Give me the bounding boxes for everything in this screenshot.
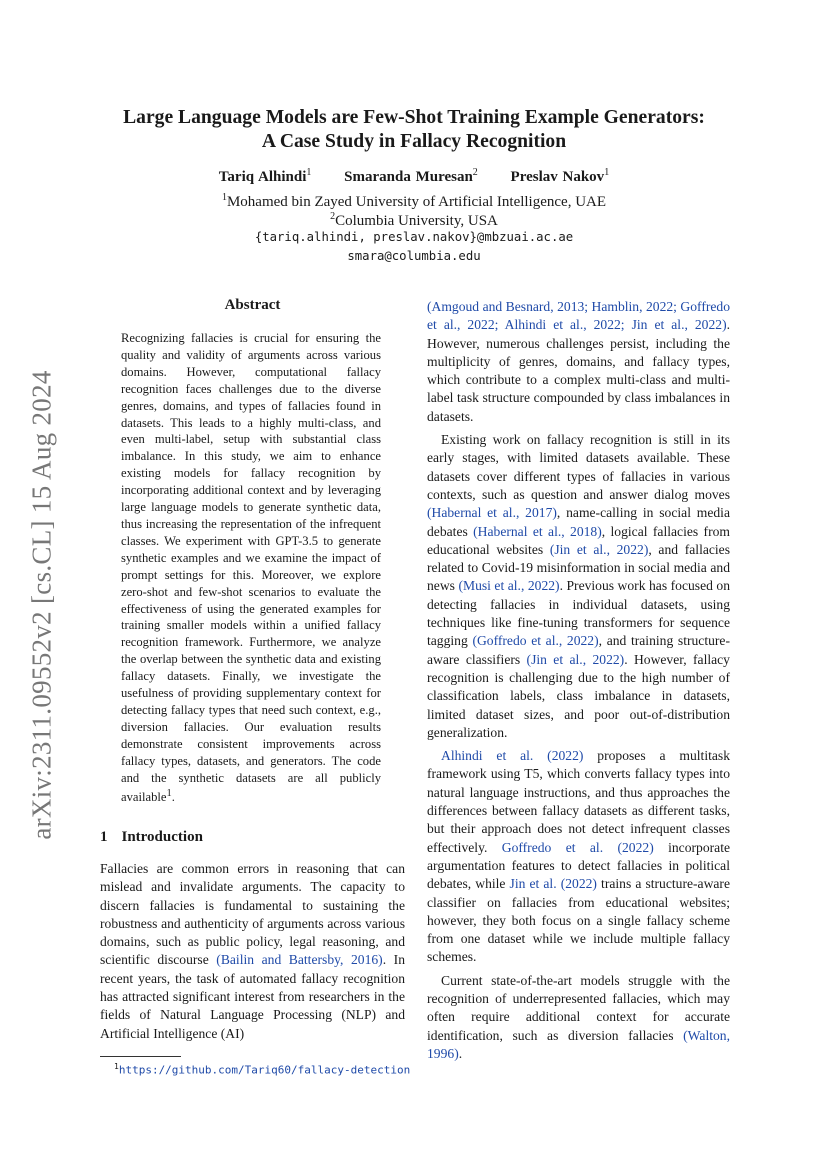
citation-link[interactable]: Jin et al. (2022) — [509, 876, 597, 892]
right-column — [427, 298, 730, 1063]
author-3: Preslav Nakov$^1$ — [510, 167, 610, 185]
arxiv-stamp — [22, 360, 62, 850]
intro-paragraph-1: Fallacies are common errors in reasoning that can mislead and invalidate arguments. The capacity to discern fallacies is fundamental to sustaining the robustness and authenticity of arguments across various domains, such as public policy, legal reasoning, and scientific discourse (Bailin and Battersby, 2016). In recent years, the task of automated fallacy recognition has attracted significant interest from researchers in the fields of Natural Language Processing (NLP) and Artificial Intelligence (AI) — [100, 861, 405, 1041]
footnote-link[interactable]: https://github.com/Tariq60/fallacy-detection — [118, 1063, 411, 1077]
abstract-text: Recognizing fallacies is crucial for ensuring the quality and validity of arguments across various domains. However, computational fallacy recognition faces challenges due to the diverse genres, domains, and types of fallacies found in datasets. This leads to a highly multi-class, and even multi-label, setup with substantial class imbalance. In this study, we aim to enhance existing models for fallacy recognition by incorporating additional context and by leveraging large language models to generate synthetic data, thus increasing the representation of the infrequent classes. We experiment with GPT-3.5 to generate synthetic examples and we examine the impact of prompt settings for this. Moreover, we explore zero-shot and few-shot scenarios to evaluate the effectiveness of using the generated examples for training smaller models within a unified fallacy recognition framework. Furthermore, we analyze the overlap between the synthetic data and existing fallacy datasets. Finally, we investigate the usefulness of providing supplementary context for detecting fallacy types that need such context, e.g., diversion fallacies. Our evaluation results demonstrate consistent improvements across fallacy types, datasets, and generators. The code and the synthetic datasets are all publicly available$^1$. — [121, 331, 381, 805]
right-paragraph-2: Existing work on fallacy recognition is still in its early stages, with limited datasets available. These datasets cover different types of fallacies in various contexts, such as question and answer dialog moves (Habernal et al., 2017), name-calling in social media debates (Habernal et al., 2018), logical fallacies from educational websites (Jin et al., 2022), and fallacies related to Covid-19 misinformation in social media and news (Musi et al., 2022). Previous work has focused on detecting fallacies in individual datasets, using techniques like fine-tuning transformers for sequence tagging (Goffredo et al., 2022), and training structure-aware classifiers (Jin et al., 2022). However, fallacy recognition is challenging due to the high number of classification labels, class imbalance in datasets, limited dataset sizes, and poor out-of-distribution generalization. — [427, 432, 731, 740]
paper-title — [100, 106, 728, 154]
right-paragraph-1: (Amgoud and Besnard, 2013; Hamblin, 2022; Goffredo et al., 2022; Alhindi et al., 2022; Jin et al., 2022). However, numerous challenges persist, including the multiplicity of genres, domains, and fallacy types, which contribute to a complex multi-class and multi-label task structure compounded by class imbalances in datasets. — [427, 299, 730, 424]
arxiv-id: arXiv:2311.09552v2 [cs.CL] 15 Aug 2024 — [26, 370, 57, 840]
affiliation-2: $^2$Columbia University, USA — [330, 211, 498, 229]
citation-link[interactable]: (Walton, 1996) — [427, 1027, 730, 1061]
author-list — [100, 167, 728, 186]
citation-link[interactable]: (Bailin and Battersby, 2016) — [216, 952, 383, 968]
title-line-1: Large Language Models are Few-Shot Training Example Generators: — [123, 107, 705, 128]
citation-link[interactable]: (Habernal et al., 2017) — [427, 505, 557, 521]
citation-link[interactable]: (Habernal et al., 2018) — [473, 523, 602, 539]
footnote: $^1$https://github.com/Tariq60/fallacy-detection — [114, 1062, 411, 1077]
right-paragraph-4: Current state-of-the-art models struggle with the recognition of underrepresented fallacies, which may often require additional context for accurate identification, such as diversion fallacies (Walton, 1996). — [427, 972, 730, 1061]
citation-link[interactable]: (Goffredo et al., 2022) — [472, 633, 599, 649]
abstract-heading: Abstract — [224, 297, 281, 313]
section-heading: 1 Introduction — [100, 829, 203, 845]
citation-link[interactable]: (Musi et al., 2022) — [458, 578, 560, 594]
citation-link[interactable]: Goffredo et al. (2022) — [501, 839, 654, 855]
author-1: Tariq Alhindi$^1$ — [218, 167, 312, 185]
footnote-rule — [100, 1056, 181, 1057]
author-2: Smaranda Muresan$^2$ — [344, 167, 478, 185]
citation-link[interactable]: (Amgoud and Besnard, 2013; Hamblin, 2022; Goffredo et al., 2022; Alhindi et al., 2022; Jin et al., 2022) — [427, 299, 730, 333]
title-line-2: A Case Study in Fallacy Recognition — [261, 131, 567, 152]
affiliation-1: $^1$Mohamed bin Zayed University of Artificial Intelligence, UAE — [221, 192, 607, 210]
citation-link[interactable]: Alhindi et al. (2022) — [441, 748, 584, 764]
right-paragraph-3: Alhindi et al. (2022) proposes a multitask framework using T5, which converts fallacy types into natural language instructions, and thus approaches the differences between fallacy datasets as different tasks, but their approach does not detect infrequent classes effectively. Goffredo et al. (2022) incorporate argumentation features to detect fallacies in political debates, while Jin et al. (2022) trains a structure-aware classifier on fallacies from educational websites; however, they both focus on a single fallacy scheme from one dataset while we include multiple fallacy schemes. — [427, 748, 731, 965]
email-1: {tariq.alhindi, preslav.nakov}@mbzuai.ac.ae — [254, 230, 574, 244]
footnote-ref[interactable]: 1 — [166, 788, 172, 800]
citation-link[interactable]: (Jin et al., 2022) — [526, 651, 625, 667]
citation-link[interactable]: (Jin et al., 2022) — [549, 541, 649, 557]
email-2: smara@columbia.edu — [347, 249, 481, 263]
